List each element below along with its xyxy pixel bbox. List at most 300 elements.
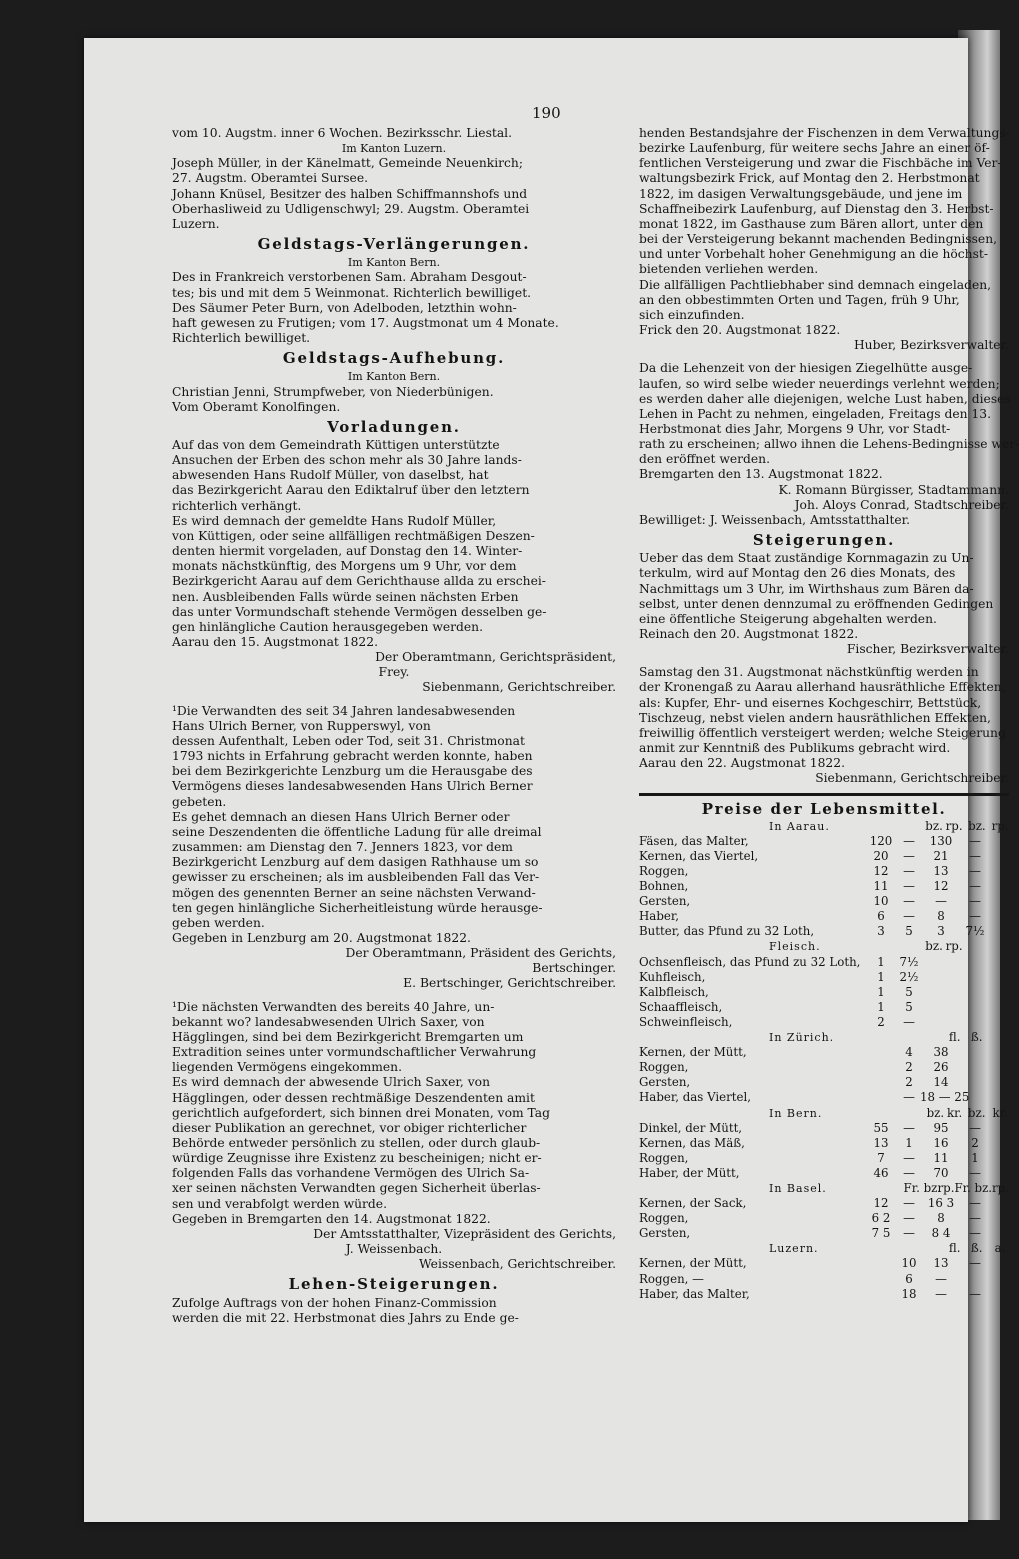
text-line: monats nächstkünftig, des Morgens um 9 Uhr, vor dem: [172, 559, 517, 574]
text-line: Ueber das dem Staat zuständige Kornmagazin zu Un-: [639, 551, 974, 566]
price-value: [864, 1075, 898, 1090]
price-value: 13: [933, 1256, 949, 1271]
price-label: Haber, das Malter,: [639, 1286, 750, 1301]
right-column: [639, 126, 1019, 1302]
text-line: das unter Vormundschaft stehende Vermögen desselben ge-: [172, 604, 547, 619]
price-value: [991, 939, 1009, 954]
price-value: —: [935, 894, 947, 909]
section-heading: Vorladungen.: [327, 417, 461, 436]
text-line: Herbstmonat dies Jahr, Morgens 9 Uhr, vor Stadt-: [639, 421, 951, 436]
text-line: folgenden Falls das vorhandene Vermögen des Ulrich Sa-: [172, 1166, 530, 1181]
price-value: [864, 1272, 898, 1287]
price-value: rp.: [945, 939, 963, 954]
text-line: Da die Lehenzeit von der hiesigen Ziegelhütte ausge-: [639, 361, 973, 376]
section-heading: Lehen-Steigerungen.: [288, 1275, 500, 1294]
text-line: Des Säumer Peter Burn, von Adelboden, letzthin wohn-: [172, 300, 517, 315]
price-value: [864, 1060, 898, 1075]
price-value: 11: [873, 879, 889, 894]
price-value: [920, 1015, 962, 1030]
price-value: 12: [933, 879, 949, 894]
text-line: bietenden verliehen werden.: [639, 262, 819, 277]
text-line: dessen Aufenthalt, Leben oder Tod, seit 31. Christmonat: [172, 733, 525, 748]
price-value: bz.: [968, 818, 986, 833]
text-line: 1822, im dasigen Verwaltungsgebäude, und jene im: [639, 186, 963, 201]
signature-line: Weissenbach, Gerichtschreiber.: [419, 1257, 616, 1272]
text-line: Christian Jenni, Strumpfweber, von Niederbünigen.: [172, 384, 494, 399]
price-value: 18: [901, 1286, 917, 1301]
text-line: Johann Knüsel, Besitzer des halben Schiffmannshofs und: [172, 186, 528, 201]
price-value: 5: [905, 984, 913, 999]
price-row: [639, 985, 1009, 1000]
price-value: 18 — 25: [920, 1090, 970, 1105]
price-value: 8: [937, 1211, 945, 1226]
text-line: Zufolge Auftrags von der hohen Finanz-Commission: [172, 1295, 497, 1310]
price-row: [639, 894, 1009, 909]
price-value: 2: [905, 1060, 913, 1075]
text-line: bezirke Laufenburg, für weitere sechs Jahre an einer öf-: [639, 141, 990, 156]
section-heading: Geldstags-Aufhebung.: [282, 349, 506, 368]
text-line: Hans Ulrich Berner, von Rupperswyl, von: [172, 718, 431, 733]
price-value: 21: [933, 848, 949, 863]
price-value: rp.: [945, 818, 963, 833]
text-line: mögen des genennten Berner an seine nächsten Verwand-: [172, 885, 536, 900]
text-line: Aarau den 22. Augstmonat 1822.: [639, 756, 845, 771]
price-row: [639, 1015, 1009, 1030]
price-value: fl.: [948, 1241, 961, 1256]
price-row: [639, 1121, 1009, 1136]
price-value: —: [969, 1211, 981, 1226]
text-line: Hägglingen, sind bei dem Bezirkgericht Bremgarten um: [172, 1029, 524, 1044]
text-line: gen hinlängliche Caution herausgegeben werden.: [172, 619, 484, 634]
price-value: 10: [901, 1256, 917, 1271]
price-row: [639, 1256, 1009, 1271]
price-value: [991, 1030, 1009, 1045]
text-line: bei dem Bezirkgerichte Lenzburg um die Herausgabe des: [172, 764, 533, 779]
price-value: [963, 939, 992, 954]
price-value: 7½: [965, 924, 985, 939]
price-value: rp.: [991, 818, 1009, 833]
text-line: haft gewesen zu Frutigen; vom 17. Augstmonat um 4 Monate.: [172, 315, 559, 330]
text-line: henden Bestandsjahre der Fischenzen in dem Verwaltungs-: [639, 126, 1010, 140]
price-value: 26: [933, 1060, 949, 1075]
price-value: [962, 1000, 988, 1015]
section-heading: Steigerungen.: [752, 531, 896, 550]
price-row: [639, 1211, 1009, 1226]
text-line: Auf das von dem Gemeindrath Küttigen unterstützte: [172, 437, 500, 452]
price-value: Fr. bz.: [903, 1180, 942, 1195]
text-line: Es wird demnach der gemeldte Hans Rudolf Müller,: [172, 513, 497, 528]
text-line: Luzern.: [172, 216, 220, 231]
price-value: —: [903, 1014, 915, 1029]
text-line: gewisser zu erscheinen; als im ausbleibenden Fall das Ver-: [172, 870, 540, 885]
price-row: [639, 1000, 1009, 1015]
text-line: Schaffneibezirk Laufenburg, auf Dienstag den 3. Herbst-: [639, 201, 994, 216]
price-value: 38: [933, 1045, 949, 1060]
text-line: eine öffentliche Steigerung abgehalten werden.: [639, 611, 937, 626]
text-line: Joseph Müller, in der Känelmatt, Gemeinde Neuenkirch;: [172, 156, 523, 171]
text-line: der Kronengaß zu Aarau allerhand hausräthliche Effekten,: [639, 680, 1006, 695]
price-row: [639, 1272, 1009, 1287]
price-value: [864, 1045, 898, 1060]
price-value: —: [969, 864, 981, 878]
price-value: —: [969, 879, 981, 894]
price-row: [639, 909, 1009, 924]
text-line: Bremgarten den 13. Augstmonat 1822.: [639, 467, 883, 482]
price-value: —: [903, 1226, 915, 1241]
text-line: Ansuchen der Erben des schon mehr als 30 Jahre lands-: [172, 453, 522, 468]
text-line: das Bezirkgericht Aarau den Ediktalruf über den letztern: [172, 483, 530, 498]
text-line: sich einzufinden.: [639, 307, 745, 322]
price-row: [639, 1166, 1009, 1181]
price-label: Roggen,: [639, 1211, 689, 1226]
price-row: [639, 955, 1009, 970]
price-value: 120: [869, 833, 893, 848]
text-line: geben werden.: [172, 915, 265, 930]
text-line: Des in Frankreich verstorbenen Sam. Abraham Desgout-: [172, 270, 527, 285]
right-column-text: [639, 126, 1019, 787]
price-value: rp.: [992, 1180, 1009, 1195]
price-row: [639, 1060, 1009, 1075]
newspaper-page: [84, 38, 1019, 1522]
price-value: kr.: [992, 1105, 1008, 1120]
price-row: [639, 1075, 1009, 1090]
text-line: ¹Die nächsten Verwandten des bereits 40 Jahre, un-: [172, 999, 495, 1014]
text-line: Nachmittags um 3 Uhr, im Wirthshaus zum Bären da-: [639, 581, 974, 596]
price-value: —: [969, 894, 981, 909]
price-value: [962, 1015, 988, 1030]
price-value: 4: [905, 1045, 913, 1060]
text-line: monat 1822, im Gasthause zum Bären allort, unter den: [639, 216, 984, 231]
price-value: —: [903, 1211, 915, 1226]
price-value: 7 5: [871, 1226, 891, 1241]
prices-table: [639, 819, 1009, 1302]
text-line: abwesenden Hans Rudolf Müller, von daselbst, hat: [172, 468, 489, 483]
signature-line: Joh. Aloys Conrad, Stadtschreiber.: [794, 497, 1009, 512]
price-section-header: [639, 1030, 1009, 1045]
price-label: Fäsen, das Malter,: [639, 833, 749, 848]
price-value: [864, 1090, 898, 1105]
text-line: anmit zur Kenntniß des Publikums gebracht wird.: [639, 741, 951, 756]
price-value: 46: [873, 1165, 889, 1180]
price-value: 6: [905, 1271, 913, 1286]
signature-name: Frey.: [378, 665, 410, 680]
text-line: vom 10. Augstm. inner 6 Wochen. Bezirksschr. Liestal.: [172, 126, 513, 140]
price-value: —: [903, 1090, 915, 1105]
text-line: sen und verabfolgt werden würde.: [172, 1196, 387, 1211]
text-line: Bezirkgericht Aarau auf dem Gerichthause allda zu erschei-: [172, 574, 546, 589]
price-label: Ochsenfleisch, das Pfund zu 32 Loth,: [639, 954, 861, 969]
price-value: 5: [905, 924, 913, 939]
price-value: 3: [877, 924, 885, 939]
text-line: denten hiermit vorgeladen, auf Donstag den 14. Winter-: [172, 544, 523, 559]
price-label: Roggen,: [639, 864, 689, 878]
price-label: Kernen, der Mütt,: [639, 1256, 747, 1271]
price-value: 70: [933, 1165, 949, 1180]
price-label: Haber,: [639, 909, 679, 924]
text-line: xer seinen nächsten Verwandten gegen Sicherheit überlas-: [172, 1181, 541, 1196]
price-value: rp.: [937, 1180, 955, 1195]
price-value: —: [969, 848, 981, 863]
text-line: Frick den 20. Augstmonat 1822.: [639, 323, 841, 338]
signature-line: K. Romann Bürgisser, Stadtammann.: [778, 482, 1009, 497]
price-value: —: [903, 848, 915, 863]
text-line: laufen, so wird selbe wieder neuerdings verlehnt werden;: [639, 376, 1000, 391]
price-value: —: [969, 1165, 981, 1180]
price-value: bz.: [967, 1105, 986, 1120]
price-label: Roggen, —: [639, 1271, 704, 1286]
price-value: —: [969, 1256, 981, 1271]
price-value: —: [903, 833, 915, 848]
price-value: 1: [877, 999, 885, 1014]
section-heading: Geldstags-Verlängerungen.: [257, 235, 531, 254]
price-value: —: [969, 1196, 981, 1211]
price-label: Gersten,: [639, 1226, 691, 1241]
price-value: 7: [877, 1150, 885, 1165]
text-line: Reinach den 20. Augstmonat 1822.: [639, 627, 859, 641]
text-line: Bewilliget: J. Weissenbach, Amtsstatthalter.: [639, 512, 911, 527]
price-label: In Zürich.: [769, 1031, 835, 1045]
text-line: bei der Versteigerung bekannt machenden Bedingnissen,: [639, 232, 998, 247]
price-section-header: [639, 939, 1009, 954]
price-row: [639, 1196, 1009, 1211]
price-value: 8: [937, 909, 945, 924]
paragraph-gap: [172, 696, 616, 704]
price-label: Roggen,: [639, 1150, 689, 1165]
price-row: [639, 864, 1009, 879]
text-line: liegenden Vermögens eingekommen.: [172, 1060, 403, 1075]
signature-line: E. Bertschinger, Gerichtschreiber.: [403, 976, 616, 991]
price-value: —: [935, 1271, 947, 1286]
price-value: 10: [873, 894, 889, 909]
text-line: nen. Ausbleibenden Falls würde seinen nächsten Erben: [172, 589, 519, 604]
text-line: Vom Oberamt Konolfingen.: [172, 399, 341, 414]
price-value: [864, 1256, 898, 1271]
price-value: [962, 1060, 988, 1075]
text-line: gerichtlich aufgefordert, sich binnen drei Monaten, vom Tag: [172, 1105, 551, 1120]
price-value: —: [903, 909, 915, 924]
page-number: 190: [532, 104, 561, 122]
text-line: an den obbestimmten Orten und Tagen, früh 9 Uhr,: [639, 292, 960, 307]
price-value: [920, 970, 962, 985]
text-line: Samstag den 31. Augstmonat nächstkünftig werden in: [639, 665, 979, 680]
price-value: 1: [971, 1150, 979, 1165]
price-value: [962, 1090, 988, 1105]
price-label: Kernen, das Mäß,: [639, 1135, 745, 1150]
price-label: Bohnen,: [639, 879, 689, 894]
price-value: —: [903, 894, 915, 909]
price-value: 7½: [899, 954, 919, 969]
text-line: und unter Vorbehalt hoher Genehmigung an die höchst-: [639, 247, 988, 262]
text-line: Gegeben in Lenzburg am 20. Augstmonat 1822.: [172, 930, 471, 945]
text-line: von Küttigen, oder seine allfälligen rechtmäßigen Deszen-: [172, 528, 535, 543]
text-line: Lehen in Pacht zu nehmen, eingeladen, Freitags den 13.: [639, 406, 991, 421]
signature-line: Der Oberamtmann, Gerichtspräsident,: [375, 650, 616, 665]
price-value: —: [903, 1165, 915, 1180]
text-line: Es gehet demnach an diesen Hans Ulrich Berner oder: [172, 809, 510, 824]
price-section-header: [639, 1181, 1009, 1196]
price-label: Haber, der Mütt,: [639, 1165, 740, 1180]
signature-line: Siebenmann, Gerichtschreiber.: [422, 680, 616, 695]
text-line: selbst, unter denen dennzumal zu eröffnenden Gedingen: [639, 596, 994, 611]
signature-line: Bertschinger.: [532, 961, 616, 976]
price-value: kr.: [947, 1105, 963, 1120]
price-value: 130: [929, 833, 953, 848]
price-value: —: [903, 864, 915, 878]
price-section-header: [639, 1241, 1009, 1256]
price-label: Schaaffleisch,: [639, 999, 723, 1014]
text-line: würdige Zeugnisse ihre Existenz zu bescheinigen; nicht er-: [172, 1151, 542, 1166]
signature-line: Der Amtsstatthalter, Vizepräsident des Gerichts,: [313, 1226, 616, 1241]
text-line: seine Deszendenten die öffentliche Ladung für alle dreimal: [172, 824, 542, 839]
price-row: [639, 924, 1009, 939]
price-value: 12: [873, 864, 889, 878]
canton-subheading: Im Kanton Bern.: [347, 256, 441, 270]
price-value: —: [969, 909, 981, 924]
text-line: Hägglingen, oder dessen rechtmäßige Deszendenten amit: [172, 1090, 535, 1105]
text-line: waltungsbezirk Frick, auf Montag den 2. Herbstmonat: [639, 171, 980, 186]
price-section-header: [639, 819, 1009, 834]
price-value: fl.: [948, 1030, 961, 1045]
text-line: Extradition seines unter vormundschaftlicher Verwahrung: [172, 1045, 537, 1060]
text-line: dieser Publikation an gerechnet, vor obiger richterlicher: [172, 1120, 527, 1135]
price-row: [639, 1287, 1009, 1302]
price-value: [962, 1075, 988, 1090]
signature-line: Huber, Bezirksverwalter.: [853, 338, 1009, 353]
text-line: Vermögens dieses landesabwesenden Hans Ulrich Berner: [172, 779, 533, 794]
price-label: Kernen, der Sack,: [639, 1196, 747, 1211]
price-label: Kernen, das Viertel,: [639, 848, 759, 863]
price-value: 16: [933, 1135, 949, 1150]
price-label: Butter, das Pfund zu 32 Loth,: [639, 924, 815, 939]
price-value: [962, 1045, 988, 1060]
price-label: In Aarau.: [769, 819, 830, 833]
text-line: Aarau den 15. Augstmonat 1822.: [172, 635, 378, 649]
price-row: [639, 1136, 1009, 1151]
price-value: 2: [905, 1075, 913, 1090]
text-line: gebeten.: [172, 794, 227, 809]
text-line: terkulm, wird auf Montag den 26 dies Monats, des: [639, 566, 956, 581]
price-value: 20: [873, 848, 889, 863]
price-value: bz.: [926, 1105, 945, 1120]
price-value: bz.: [925, 818, 943, 833]
price-label: Luzern.: [769, 1242, 819, 1256]
price-label: Gersten,: [639, 1075, 691, 1090]
price-value: [864, 1287, 898, 1302]
canton-subheading: Im Kanton Bern.: [347, 370, 441, 384]
price-value: 1: [905, 1135, 913, 1150]
text-line: Die allfälligen Pachtliebhaber sind demnach eingeladen,: [639, 277, 992, 292]
price-label: In Basel.: [769, 1181, 827, 1195]
paragraph-gap: [639, 353, 1009, 361]
text-line: Bezirkgericht Lenzburg auf dem dasigen Rathhause um so: [172, 855, 539, 870]
price-value: ß.: [970, 1030, 983, 1045]
paragraph-gap: [639, 657, 1009, 665]
price-value: —: [969, 1226, 981, 1241]
price-value: 95: [933, 1120, 949, 1135]
price-label: In Bern.: [769, 1106, 823, 1120]
price-section-header: [639, 1106, 1009, 1121]
price-value: —: [903, 1196, 915, 1211]
price-value: —: [903, 1150, 915, 1165]
price-value: —: [969, 1286, 981, 1301]
text-line: es werden daher alle diejenigen, welche Lust haben, dieses: [639, 391, 1011, 406]
price-value: 14: [933, 1075, 949, 1090]
price-label: Kernen, der Mütt,: [639, 1045, 747, 1060]
text-line: richterlich verhängt.: [172, 498, 302, 513]
price-value: —: [935, 1286, 947, 1301]
price-label: Kuhfleisch,: [639, 969, 706, 984]
price-value: Fr. bz.: [954, 1180, 993, 1195]
price-value: [962, 970, 988, 985]
signature-line: Siebenmann, Gerichtschreiber.: [815, 771, 1009, 786]
price-label: Haber, das Viertel,: [639, 1090, 752, 1105]
text-line: tes; bis und mit dem 5 Weinmonat. Richterlich bewilliget.: [172, 285, 532, 300]
price-value: [920, 1000, 962, 1015]
price-value: —: [969, 1120, 981, 1135]
price-value: 11: [933, 1150, 949, 1165]
price-value: 2: [971, 1135, 979, 1150]
signature-line: Der Oberamtmann, Präsident des Gerichts,: [345, 946, 616, 961]
price-value: 13: [873, 1135, 889, 1150]
price-row: [639, 1151, 1009, 1166]
price-value: [920, 955, 962, 970]
price-row: [639, 1045, 1009, 1060]
price-value: 3: [937, 924, 945, 939]
price-value: 6: [877, 909, 885, 924]
paragraph-gap: [172, 992, 616, 1000]
text-line: bekannt wo? landesabwesenden Ulrich Saxer, von: [172, 1014, 485, 1029]
price-value: 6 2: [871, 1211, 891, 1226]
price-value: [962, 985, 988, 1000]
price-row: [639, 834, 1009, 849]
text-line: Oberhasliweid zu Udligenschwyl; 29. Augstm. Oberamtei: [172, 201, 530, 216]
price-value: 1: [877, 969, 885, 984]
price-row: [639, 970, 1009, 985]
price-value: 2: [877, 1014, 885, 1029]
text-line: freiwillig öffentlich versteigert werden; welche Steigerung: [639, 725, 1006, 740]
price-value: 5: [905, 999, 913, 1014]
text-line: fentlichen Versteigerung und zwar die Fischbäche im Ver-: [639, 156, 1002, 171]
text-line: rath zu erscheinen; allwo ihnen die Lehens-Bedingnisse wer-: [639, 437, 1019, 452]
price-row: [639, 1090, 1009, 1105]
text-line: ¹Die Verwandten des seit 34 Jahren landesabwesenden: [172, 703, 516, 718]
price-label: Fleisch.: [769, 940, 821, 954]
price-value: 1: [877, 954, 885, 969]
price-value: [924, 1241, 947, 1256]
price-row: [639, 879, 1009, 894]
text-line: ten gegen hinlängliche Sicherheitleistung würde herausge-: [172, 900, 543, 915]
signature-name: J. Weissenbach.: [345, 1242, 443, 1257]
price-value: [962, 955, 988, 970]
price-row: [639, 1226, 1009, 1241]
price-value: 8 4: [931, 1226, 951, 1241]
price-value: bz.: [925, 939, 943, 954]
text-line: 27. Augstm. Oberamtei Sursee.: [172, 171, 369, 186]
price-value: ß.: [970, 1241, 983, 1256]
price-label: Dinkel, der Mütt,: [639, 1120, 743, 1135]
price-value: —: [903, 879, 915, 894]
text-line: werden die mit 22. Herbstmonat dies Jahrs zu Ende ge-: [172, 1310, 519, 1325]
price-label: Roggen,: [639, 1060, 689, 1075]
price-label: Kalbfleisch,: [639, 984, 709, 999]
price-value: [924, 1030, 947, 1045]
price-label: Schweinfleisch,: [639, 1014, 733, 1029]
text-line: Tischzeug, nebst vielen andern hausräthlichen Effekten,: [639, 710, 991, 725]
text-line: 1793 nichts in Erfahrung gebracht werden konnte, haben: [172, 749, 533, 764]
left-column: [172, 126, 616, 1326]
price-value: 12: [873, 1196, 889, 1211]
price-row: [639, 849, 1009, 864]
